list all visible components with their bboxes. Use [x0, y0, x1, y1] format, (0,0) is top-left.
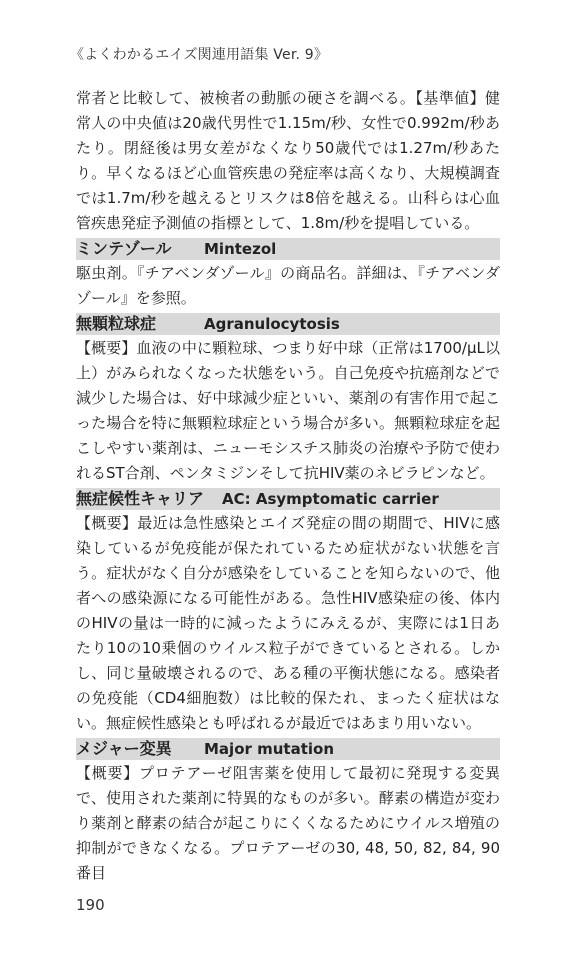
glossary-content [76, 86, 500, 886]
term-heading-mintezol [76, 238, 500, 260]
continued-entry-text: 常者と比較して、被検者の動脈の硬さを調べる。【基準値】健常人の中央値は20歳代男性で1.15m/秒、女性で0.992m/秒あたり。閉経後は男女差がなくなり50歳代では1.27m/秒あたり。早くなるほど心血管疾患の発症率は高くなり、大規模調査では1.7m/秒を越えるとリスクは8倍を越える。山科らは心血管疾患発症予測値の指標として、1.8m/秒を提唱している。 [76, 89, 500, 232]
term-english: AC: Asymptomatic carrier [222, 490, 439, 508]
term-definition-asymptomatic-carrier: 【概要】最近は急性感染とエイズ発症の間の期間で、HIVに感染しているが免疫能が保たれているため症状がない状態を言う。症状がなく自分が感染をしていることを知らないので、他者への感染源になる可能性がある。急性HIV感染症の後、体内のHIVの量は一時的に減ったようにみえるが、実際には1日あたり10の10乗個のウイルス粒子ができているとされる。しかし、同じ量破壊されるので、ある種の平衡状態になる。感染者の免疫能（CD4細胞数）は比較的保たれ、まったく症状はない。無症候性感染とも呼ばれるが最近ではあまり用いない。 [76, 514, 500, 732]
term-japanese: メジャー変異 [76, 739, 172, 758]
term-english: Agranulocytosis [204, 315, 340, 333]
term-english: Major mutation [204, 740, 335, 758]
term-definition-agranulocytosis: 【概要】血液の中に顆粒球、つまり好中球（正常は1700/μL以上）がみられなくなった状態をいう。自己免疫や抗癌剤などで減少した場合は、好中球減少症といい、薬剤の有害作用で起こった場合を特に無顆粒球症という場合が多い。無顆粒球症を起こしやすい薬剤は、ニューモシスチス肺炎の治療や予防で使われるST合剤、ペンタミジンそして抗HIV薬のネビラピンなど。 [76, 339, 500, 482]
running-header: 《よくわかるエイズ関連用語集 Ver. 9》 [70, 47, 329, 63]
term-english: Mintezol [204, 240, 277, 258]
term-definition-major-mutation: 【概要】プロテアーゼ阻害薬を使用して最初に発現する変異で、使用された薬剤に特異的なものが多い。酵素の構造が変わり薬剤と酵素の結合が起こりにくくなるためにウイルス増殖の抑制ができなくなる。プロテアーゼの30, 48, 50, 82, 84, 90番目 [76, 764, 500, 882]
term-heading-major-mutation [76, 738, 500, 760]
term-japanese: ミンテゾール [76, 239, 172, 258]
term-definition-mintezol: 駆虫剤。『チアベンダゾール』の商品名。詳細は、『チアベンダゾール』を参照。 [76, 264, 500, 307]
term-japanese: 無顆粒球症 [76, 314, 157, 333]
term-heading-agranulocytosis [76, 313, 500, 335]
term-japanese: 無症候性キャリア [76, 489, 205, 508]
page-number: 190 [76, 896, 105, 914]
term-heading-asymptomatic-carrier [76, 488, 500, 510]
